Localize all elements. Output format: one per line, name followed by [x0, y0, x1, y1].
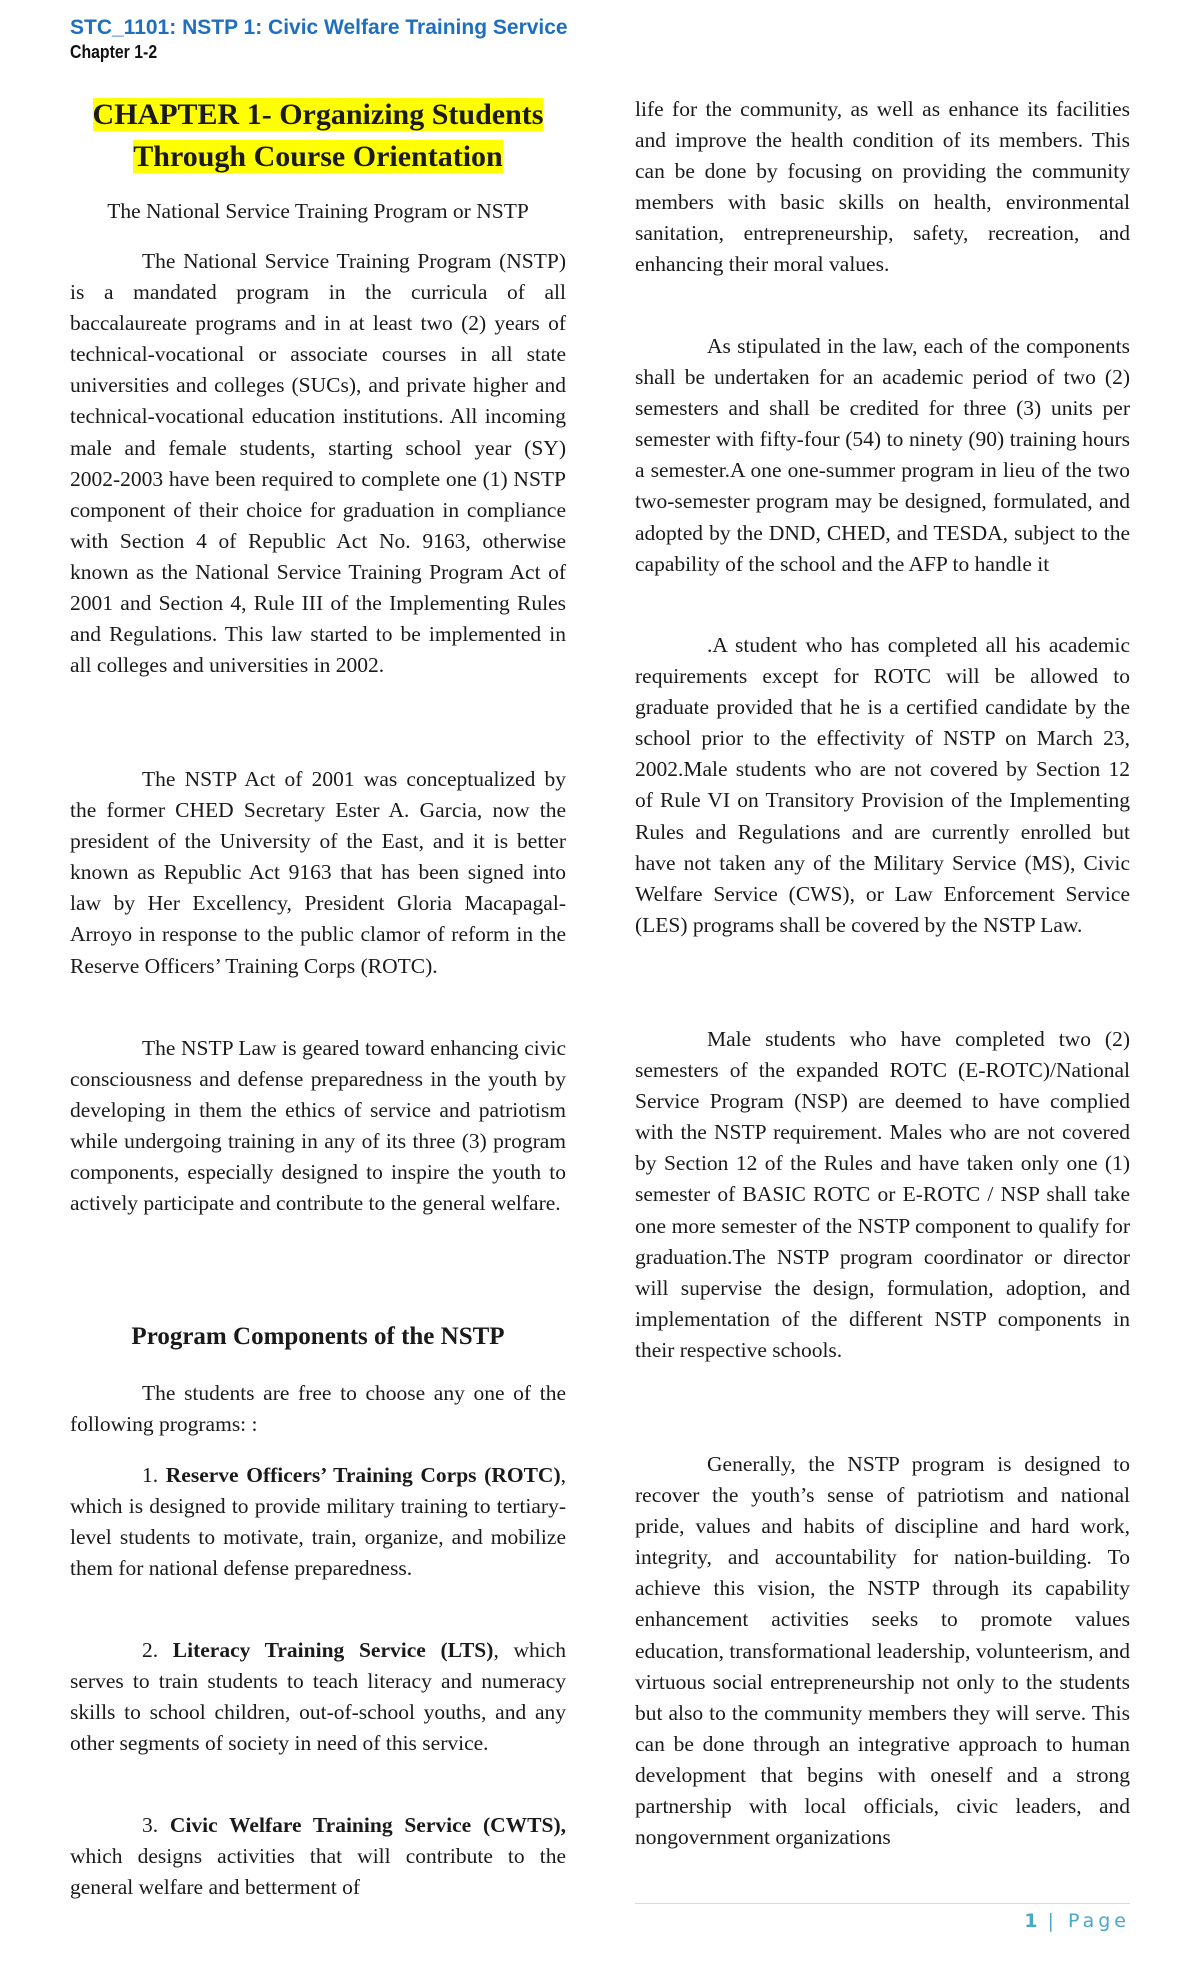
section-heading: Program Components of the NSTP: [131, 1323, 505, 1350]
item-text: , which is designed to provide military training to tertiary-level students to motivate, train, organize, and mobilize them for national defense preparedness.: [70, 1463, 566, 1581]
chapter-title: [70, 94, 566, 178]
page-footer: [1024, 1910, 1130, 1932]
item-title: Reserve Officers’ Training Corps (ROTC): [165, 1463, 561, 1487]
document-header-title: STC_1101: NSTP 1: Civic Welfare Training Service: [70, 16, 568, 39]
chapter-title-line1: CHAPTER 1- Organizing Students: [92, 98, 544, 131]
page-separator: |: [1047, 1910, 1058, 1932]
item-text: which designs activities that will contribute to the general welfare and betterment of: [70, 1844, 566, 1900]
paragraph-generally: Generally, the NSTP program is designed to recover the youth’s sense of patriotism and national pride, values and habits of discipline and hard work, integrity, and accountability for nation-building. To achieve this vision, the NSTP through its capability enhancement activities seeks to promote values education, transformational leadership, volunteerism, and virtuous social entrepreneurship not only to the students but also to the community members they will serve. This can be done through an integrative approach to human development that begins with oneself and a strong partnership with local officials, civic leaders, and nongovernment organizations: [635, 1452, 1130, 1850]
page-label: Page: [1068, 1910, 1130, 1932]
paragraph-stipulation: As stipulated in the law, each of the components shall be undertaken for an academic period of two (2) semesters and shall be credited for three (3) units per semester with fifty-four (54) to ninety (90) training hours a semester.A one one-summer program in lieu of the two two-semester program may be designed, formulated, and adopted by the DND, CHED, and TESDA, subject to the capability of the school and the AFP to handle it: [635, 334, 1130, 576]
nstp-subtitle: The National Service Training Program or NSTP: [107, 199, 529, 223]
paragraph-cwts-continued: life for the community, as well as enhance its facilities and improve the health condition of its members. This can be done by focusing on providing the community members with basic skills on health, environmental sanitation, entrepreneurship, safety, recreation, and enhancing their moral values.: [635, 97, 1130, 277]
program-item-lts: [70, 1635, 566, 1759]
footer-divider: [635, 1903, 1130, 1904]
item-title: Civic Welfare Training Service (CWTS),: [169, 1813, 567, 1837]
paragraph-act-history: The NSTP Act of 2001 was conceptualized by the former CHED Secretary Ester A. Garcia, now the president of the University of the East, and it is better known as Republic Act 9163 that has been signed into law by Her Excellency, President Gloria Macapagal-Arroyo in response to the public clamor of reform in the Reserve Officers’ Training Corps (ROTC).: [70, 767, 566, 978]
item-text: , which serves to train students to teach literacy and numeracy skills to school children, out-of-school youths, and any other segments of society in need of this service.: [70, 1638, 567, 1756]
item-title: Literacy Training Service (LTS): [172, 1638, 494, 1662]
program-item-cwts: [70, 1810, 566, 1903]
document-header-subtitle: Chapter 1-2: [70, 42, 158, 62]
paragraph-programs-intro: The students are free to choose any one of the following programs: :: [70, 1381, 566, 1437]
item-number: 1.: [142, 1463, 159, 1487]
paragraph-nstp-law: The NSTP Law is geared toward enhancing civic consciousness and defense preparedness in the youth by developing in them the ethics of service and patriotism while undergoing training in any of its three (3) program components, especially designed to inspire the youth to actively participate and contribute to the general welfare.: [70, 1036, 566, 1216]
paragraph-rotc-graduation: .A student who has completed all his academic requirements except for ROTC will be allowed to graduate provided that he is a certified candidate by the school prior to the effectivity of NSTP on March 23, 2002.Male students who are not covered by Section 12 of Rule VI on Transitory Provision of the Implementing Rules and Regulations and are currently enrolled but have not taken any of the Military Service (MS), Civic Welfare Service (CWS), or Law Enforcement Service (LES) programs shall be covered by the NSTP Law.: [635, 633, 1130, 937]
paragraph-male-students: Male students who have completed two (2) semesters of the expanded ROTC (E-ROTC)/National Service Program (NSP) are deemed to have complied with the NSTP requirement. Males who are not covered by Section 12 of the Rules and have taken only one (1) semester of BASIC ROTC or E-ROTC / NSP shall take one more semester of the NSTP component to qualify for graduation.The NSTP program coordinator or director will supervise the design, formulation, adoption, and implementation of the different NSTP components in their respective schools.: [635, 1027, 1130, 1362]
paragraph-intro: The National Service Training Program (NSTP) is a mandated program in the curricula of all baccalaureate programs and in at least two (2) years of technical-vocational or associate courses in all state universities and colleges (SUCs), and private higher and technical-vocational education institutions. All incoming male and female students, starting school year (SY) 2002-2003 have been required to complete one (1) NSTP component of their choice for graduation in compliance with Section 4 of Republic Act No. 9163, otherwise known as the National Service Training Program Act of 2001 and Section 4, Rule III of the Implementing Rules and Regulations. This law started to be implemented in all colleges and universities in 2002.: [70, 249, 566, 678]
chapter-title-line2: Through Course Orientation: [133, 140, 503, 173]
program-item-rotc: [70, 1460, 566, 1584]
item-number: 2.: [142, 1638, 159, 1662]
page-number: 1: [1024, 1910, 1038, 1932]
item-number: 3.: [142, 1813, 159, 1837]
